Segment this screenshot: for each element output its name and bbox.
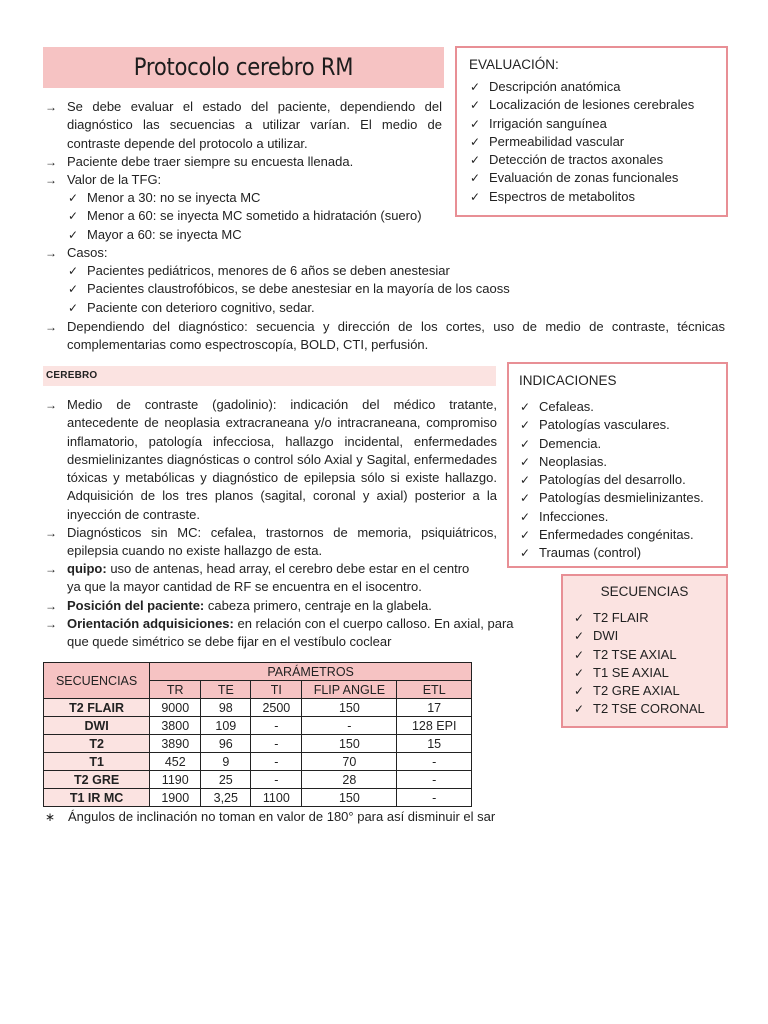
section-label: CEREBRO	[46, 370, 98, 381]
evaluacion-item: ✓ Irrigación sanguínea	[469, 115, 726, 133]
indicaciones-list	[519, 398, 726, 563]
check-icon: ✓	[470, 171, 481, 186]
param-cell: 150	[302, 789, 397, 807]
param-cell: 128 EPI	[397, 717, 472, 735]
param-cell: 17	[397, 699, 472, 717]
evaluacion-item: ✓ Permeabilidad vascular	[469, 133, 726, 151]
secuencia-item: ✓ DWI	[573, 627, 726, 645]
title-banner	[43, 47, 444, 88]
param-cell: 109	[201, 717, 251, 735]
secuencia-item: ✓ T2 GRE AXIAL	[573, 682, 726, 700]
check-icon: ✓	[470, 80, 481, 94]
check-icon: ✓	[574, 665, 585, 680]
check-icon: ✓	[520, 528, 531, 543]
arrow-icon: →	[45, 100, 57, 114]
param-cell: 452	[150, 753, 201, 771]
arrow-icon: →	[45, 599, 57, 613]
arrow-icon: →	[45, 526, 57, 540]
param-header: TI	[251, 681, 302, 699]
evaluacion-title: EVALUACIÓN:	[469, 57, 559, 72]
intro-item: → Se debe evaluar el estado del paciente, dependiendo del diagnóstico las secuencias a utilizar varían. El medio de contraste depende del protocolo a utilizar.	[45, 99, 442, 151]
check-icon: ✓	[68, 227, 79, 242]
param-cell: 150	[302, 735, 397, 753]
evaluacion-item: ✓ Descripción anatómica	[469, 78, 726, 96]
cerebro-item-cont: que quede simétrico se debe fijar en el vestíbulo coclear	[67, 634, 392, 649]
table-row	[44, 735, 472, 753]
secuencia-item: ✓ T1 SE AXIAL	[573, 664, 726, 682]
check-icon: ✓	[470, 116, 481, 131]
cerebro-item: → Orientación adquisiciones: en relación con el cuerpo calloso. En axial, para	[45, 615, 514, 633]
check-icon: ✓	[520, 418, 531, 433]
evaluacion-item: ✓ Localización de lesiones cerebrales	[469, 96, 726, 114]
casos-item: ✓ Paciente con deterioro cognitivo, sedar.	[67, 299, 510, 317]
arrow-icon: →	[45, 173, 57, 187]
arrow-icon: →	[45, 398, 57, 412]
param-cell: 3800	[150, 717, 201, 735]
intro-final: → Dependiendo del diagnóstico: secuencia y dirección de los cortes, uso de medio de contraste, técnicas complementarias como espectroscopía, BOLD, CTI, perfusión.	[45, 319, 725, 353]
casos-item: ✓ Pacientes pediátricos, menores de 6 años se deben anestesiar	[67, 262, 510, 280]
param-cell: -	[302, 717, 397, 735]
indicaciones-title: INDICACIONES	[519, 373, 617, 388]
evaluacion-box	[455, 46, 728, 217]
cerebro-item: → Medio de contraste (gadolinio): indicación del médico tratante, antecedente de neoplasia extracraneana y/o intracraneana, compromiso inflamatorio, patología infecciosa, hallazgo incidental, enfermedades desmielinizantes diagnósticas o control sólo Axial y Sagital, enfermedades tóxicas y metabólicas y diagnóstico de epilepsia sólo si existe hallazgo. Adquisición de los tres planos (sagital, coronal y axial) posterior a la inyección de contraste.	[45, 397, 497, 522]
parameters-table	[43, 662, 472, 807]
sequence-name-cell: T1	[44, 753, 150, 771]
param-cell: -	[251, 753, 302, 771]
check-icon: ✓	[574, 684, 585, 699]
param-cell: -	[397, 789, 472, 807]
casos-item: ✓ Pacientes claustrofóbicos, se debe anestesiar en la mayoría de los caoss	[67, 280, 510, 298]
casos-list	[67, 262, 510, 317]
param-cell: 25	[201, 771, 251, 789]
indicaciones-item: ✓ Patologías vasculares.	[519, 416, 726, 434]
sequence-name-cell: T1 IR MC	[44, 789, 150, 807]
indicaciones-item: ✓ Patologías desmielinizantes.	[519, 489, 726, 507]
check-icon: ✓	[574, 611, 585, 625]
table-row	[44, 753, 472, 771]
check-icon: ✓	[68, 209, 79, 224]
col-parametros: PARÁMETROS	[150, 663, 472, 681]
param-cell: 3,25	[201, 789, 251, 807]
check-icon: ✓	[520, 491, 531, 506]
param-cell: 150	[302, 699, 397, 717]
check-icon: ✓	[520, 546, 531, 561]
arrow-icon: →	[45, 155, 57, 169]
indicaciones-item: ✓ Enfermedades congénitas.	[519, 526, 726, 544]
param-header: TE	[201, 681, 251, 699]
param-cell: 9	[201, 753, 251, 771]
param-header: ETL	[397, 681, 472, 699]
check-icon: ✓	[68, 264, 79, 278]
col-secuencias: SECUENCIAS	[44, 663, 150, 699]
asterisk-icon: ∗	[45, 810, 56, 824]
param-cell: 9000	[150, 699, 201, 717]
secuencias-box	[561, 574, 728, 728]
evaluacion-item: ✓ Detección de tractos axonales	[469, 151, 726, 169]
param-cell: -	[251, 771, 302, 789]
table-row	[44, 771, 472, 789]
indicaciones-item: ✓ Traumas (control)	[519, 544, 726, 562]
sequence-name-cell: DWI	[44, 717, 150, 735]
param-cell: 1190	[150, 771, 201, 789]
intro-item: → Casos:	[45, 244, 107, 262]
indicaciones-item: ✓ Cefaleas.	[519, 398, 726, 416]
indicaciones-item: ✓ Neoplasias.	[519, 453, 726, 471]
cerebro-item: → Diagnósticos sin MC: cefalea, trastornos de memoria, psiquiátricos, epilepsia cuando no existe hallazgo de esta.	[45, 525, 497, 559]
intro-item: → Valor de la TFG:	[45, 171, 161, 189]
cerebro-item: → Posición del paciente: cabeza primero, centraje en la glabela.	[45, 597, 432, 615]
page-title: Protocolo cerebro RM	[133, 53, 354, 81]
arrow-icon: →	[45, 617, 57, 631]
check-icon: ✓	[470, 134, 481, 149]
secuencia-item: ✓ T2 TSE CORONAL	[573, 700, 726, 718]
secuencias-title: SECUENCIAS	[600, 584, 689, 599]
secuencia-item: ✓ T2 FLAIR	[573, 609, 726, 627]
check-icon: ✓	[520, 509, 531, 524]
table-row	[44, 717, 472, 735]
check-icon: ✓	[574, 702, 585, 717]
tfg-item: ✓ Menor a 30: no se inyecta MC	[67, 189, 422, 207]
sequence-name-cell: T2 GRE	[44, 771, 150, 789]
param-cell: 2500	[251, 699, 302, 717]
check-icon: ✓	[574, 647, 585, 662]
cerebro-item-cont: ya que la mayor cantidad de RF se encuentra en el isocentro.	[67, 579, 422, 594]
secuencias-list	[573, 609, 726, 719]
check-icon: ✓	[520, 436, 531, 451]
param-cell: 15	[397, 735, 472, 753]
cerebro-item: → quipo: uso de antenas, head array, el cerebro debe estar en el centro	[45, 560, 469, 578]
check-icon: ✓	[470, 153, 481, 168]
arrow-icon: →	[45, 320, 57, 334]
param-cell: -	[251, 735, 302, 753]
check-icon: ✓	[68, 282, 79, 297]
check-icon: ✓	[68, 300, 79, 315]
indicaciones-item: ✓ Patologías del desarrollo.	[519, 471, 726, 489]
check-icon: ✓	[470, 98, 481, 113]
cerebro-section-bar	[43, 366, 496, 386]
arrow-icon: →	[45, 246, 57, 260]
table-row	[44, 699, 472, 717]
footnote: ∗ Ángulos de inclinación no toman en valor de 180° para así disminuir el sar	[45, 808, 495, 826]
check-icon: ✓	[520, 473, 531, 488]
param-cell: 1100	[251, 789, 302, 807]
intro-item: → Paciente debe traer siempre su encuesta llenada.	[45, 153, 353, 171]
tfg-list	[67, 189, 422, 244]
param-header: TR	[150, 681, 201, 699]
sequence-name-cell: T2	[44, 735, 150, 753]
check-icon: ✓	[520, 400, 531, 414]
param-cell: -	[397, 771, 472, 789]
evaluacion-item: ✓ Evaluación de zonas funcionales	[469, 169, 726, 187]
tfg-item: ✓ Mayor a 60: se inyecta MC	[67, 226, 422, 244]
check-icon: ✓	[520, 454, 531, 469]
param-cell: -	[251, 717, 302, 735]
param-cell: 70	[302, 753, 397, 771]
check-icon: ✓	[68, 191, 79, 205]
param-cell: 3890	[150, 735, 201, 753]
param-header: FLIP ANGLE	[302, 681, 397, 699]
indicaciones-item: ✓ Demencia.	[519, 435, 726, 453]
param-cell: 98	[201, 699, 251, 717]
param-cell: 28	[302, 771, 397, 789]
check-icon: ✓	[574, 629, 585, 644]
tfg-item: ✓ Menor a 60: se inyecta MC sometido a hidratación (suero)	[67, 207, 422, 225]
arrow-icon: →	[45, 562, 57, 576]
indicaciones-item: ✓ Infecciones.	[519, 508, 726, 526]
table-row	[44, 789, 472, 807]
evaluacion-item: ✓ Espectros de metabolitos	[469, 188, 726, 206]
param-cell: -	[397, 753, 472, 771]
indicaciones-box	[507, 362, 728, 568]
evaluacion-list	[469, 78, 726, 206]
param-cell: 1900	[150, 789, 201, 807]
param-cell: 96	[201, 735, 251, 753]
sequence-name-cell: T2 FLAIR	[44, 699, 150, 717]
secuencia-item: ✓ T2 TSE AXIAL	[573, 646, 726, 664]
check-icon: ✓	[470, 189, 481, 204]
